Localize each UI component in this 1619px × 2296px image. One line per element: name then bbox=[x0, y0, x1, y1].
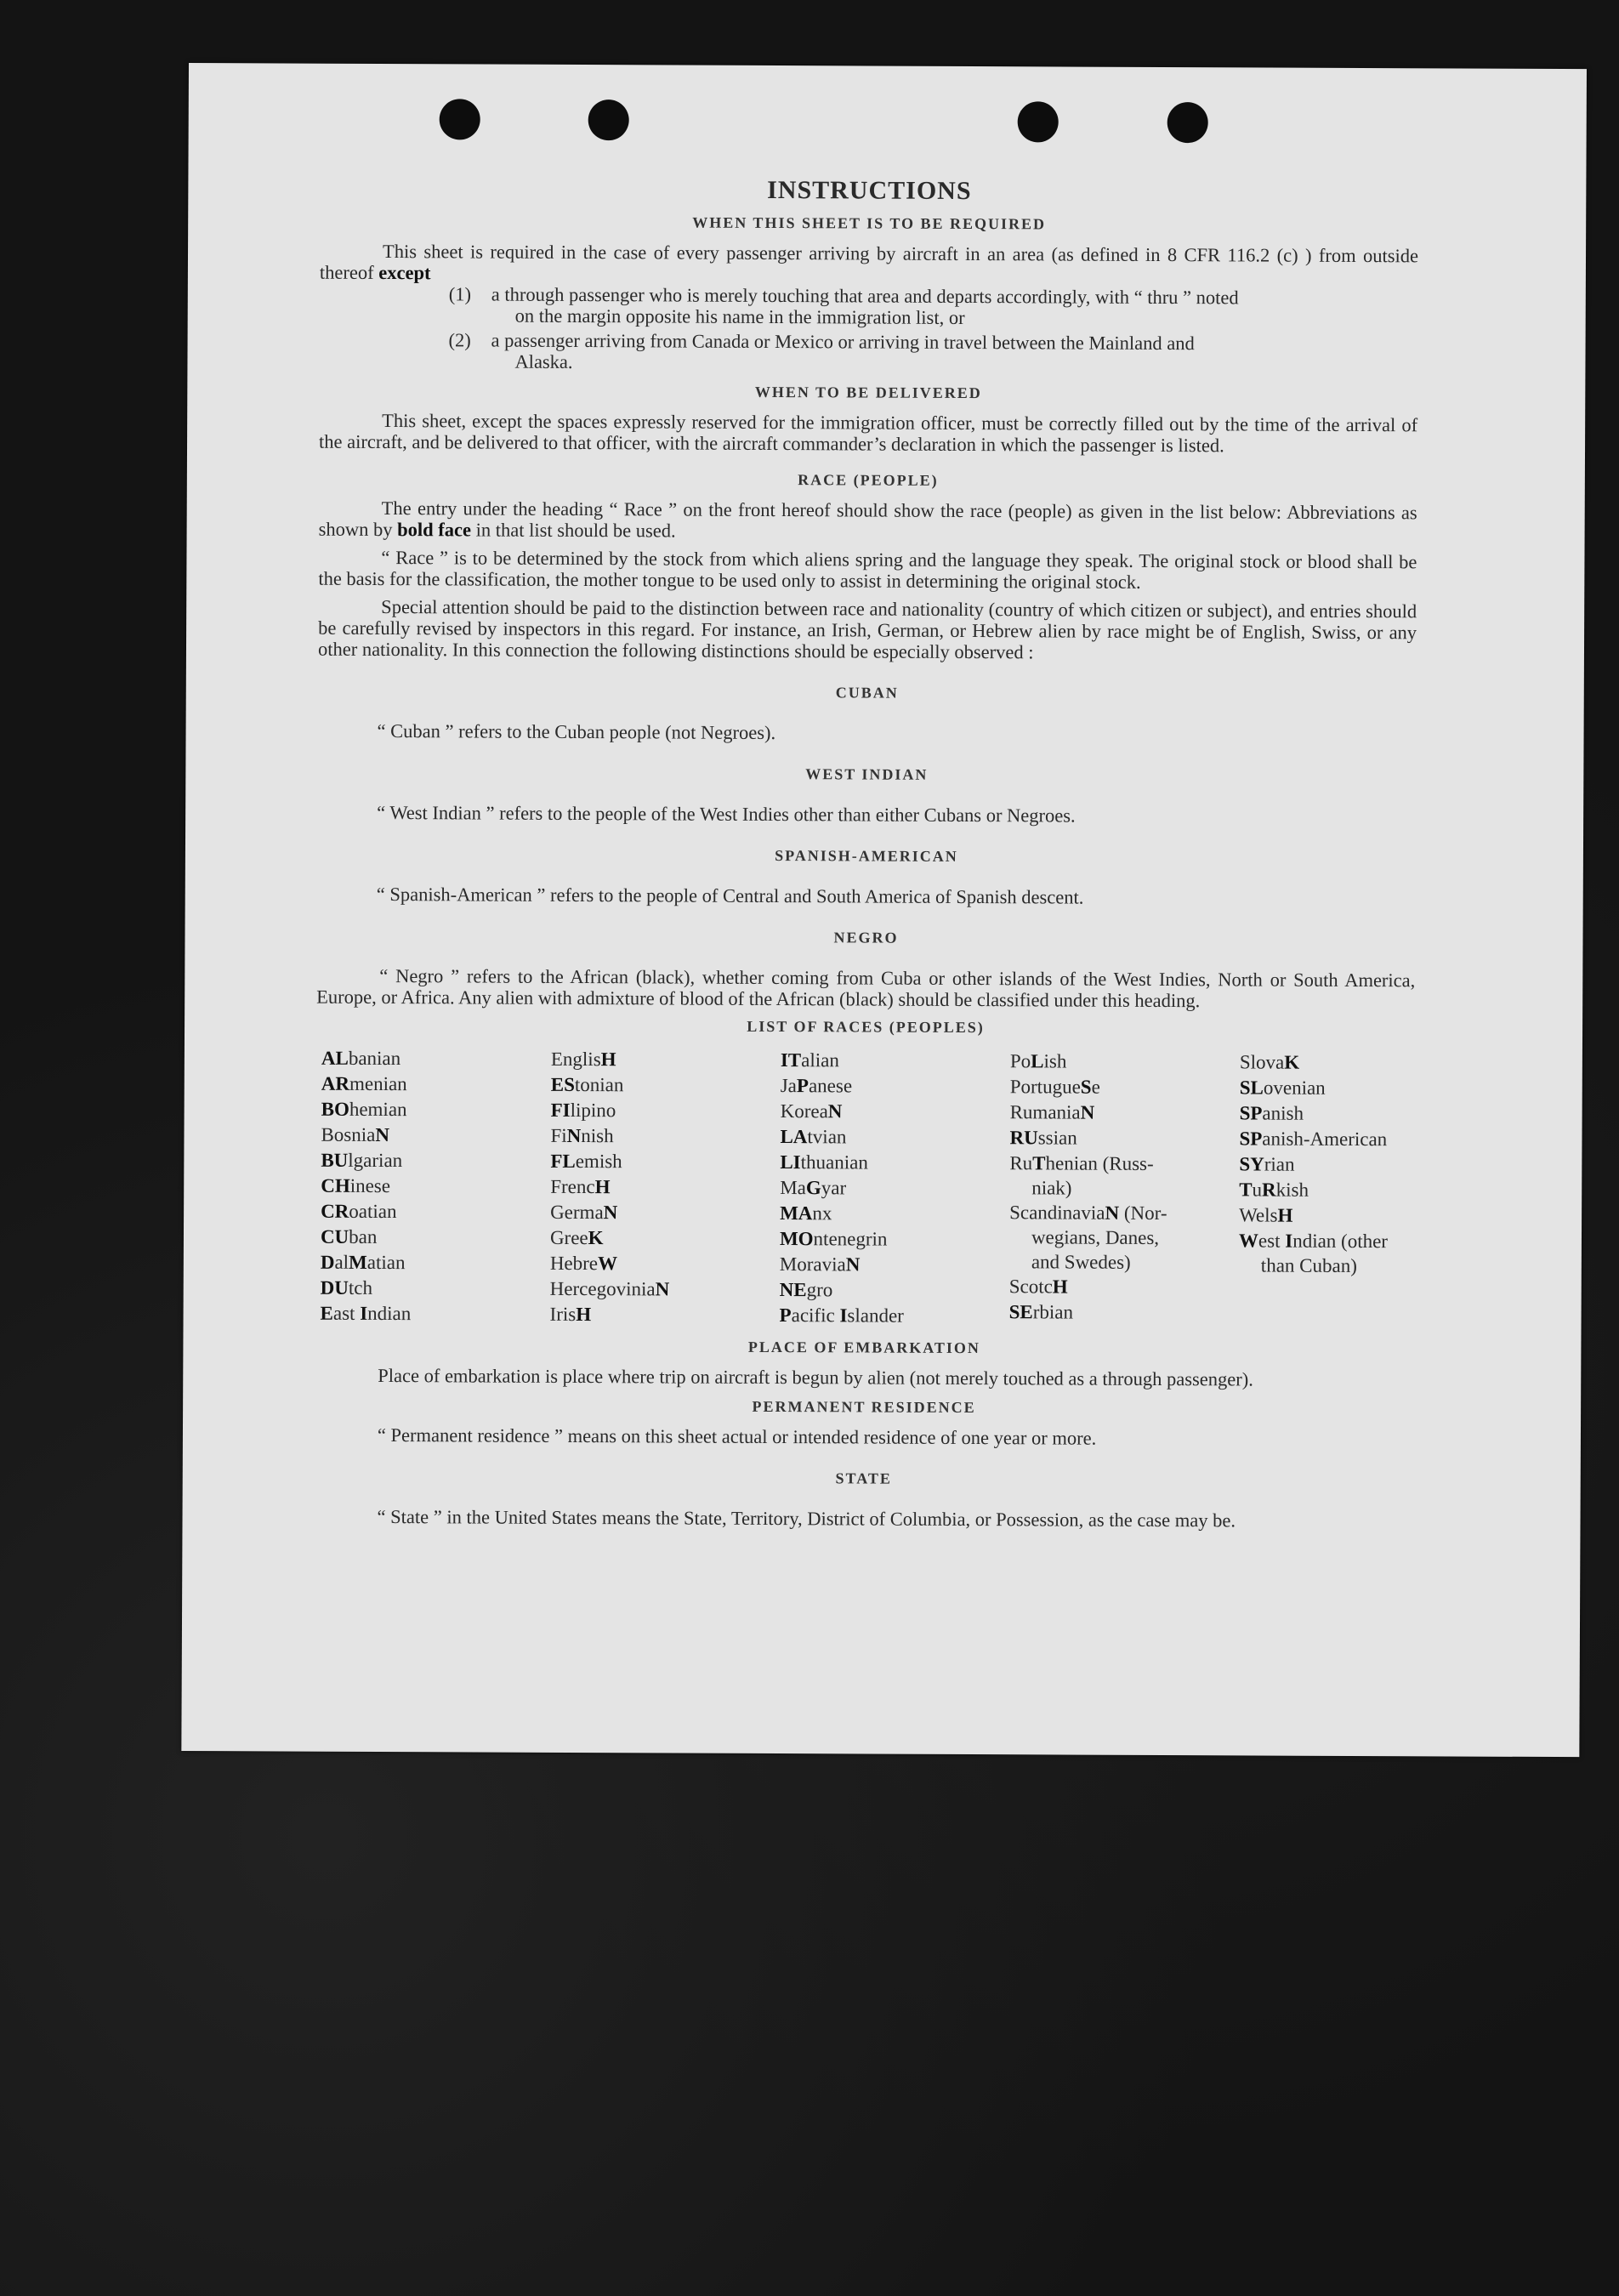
race-entry: ScandinaviaN (Nor- wegians, Danes, and Swedes) bbox=[1009, 1202, 1167, 1273]
race-entry: West Indian (other than Cuban) bbox=[1238, 1230, 1389, 1277]
heading-state: STATE bbox=[835, 1469, 892, 1487]
race-entry: RUssian bbox=[1009, 1127, 1077, 1149]
embarkation-text: Place of embarkation is place where trip on aircraft is begun by alien (not merely touched as a through passenger). bbox=[378, 1364, 1253, 1390]
race-entry: FIlipino bbox=[550, 1099, 616, 1122]
race-entry: FrencH bbox=[550, 1175, 611, 1198]
race-entry: EStonian bbox=[550, 1073, 624, 1096]
race-entry: ARmenian bbox=[321, 1072, 407, 1095]
punch-hole-3 bbox=[1018, 101, 1059, 142]
race-entry: SErbian bbox=[1008, 1301, 1074, 1323]
race-entry: FLemish bbox=[550, 1150, 622, 1173]
race-entry: CHinese bbox=[321, 1174, 391, 1197]
race-entry: SPanish bbox=[1239, 1102, 1304, 1124]
spanish-american-text: “ Spanish-American ” refers to the people of Central and South America of Spanish descent. bbox=[376, 883, 1084, 908]
heading-race: RACE (PEOPLE) bbox=[798, 471, 939, 489]
race-entry: EnglisH bbox=[550, 1048, 616, 1071]
exception-1: (1) a through passenger who is merely touching that area and departs accordingly, with “ thru ” noted on the margin opposite his name in the immigration list, or bbox=[448, 283, 1239, 328]
race-entry: RuThenian (Russ- niak) bbox=[1009, 1152, 1154, 1199]
race-entry: HercegoviniaN bbox=[549, 1277, 670, 1300]
heading-residence: PERMANENT RESIDENCE bbox=[752, 1397, 976, 1417]
races-column-1 bbox=[321, 1046, 551, 1327]
heading-list-of-races: LIST OF RACES (PEOPLES) bbox=[747, 1017, 985, 1037]
race-entry: BUlgarian bbox=[321, 1149, 403, 1172]
heading-cuban: CUBAN bbox=[835, 684, 899, 702]
punch-hole-1 bbox=[440, 99, 480, 139]
race-entry: MaGyar bbox=[780, 1177, 847, 1199]
race-entry: ITalian bbox=[780, 1049, 839, 1071]
race-entry: MOntenegrin bbox=[779, 1228, 888, 1250]
race-entry: RumaniaN bbox=[1009, 1101, 1095, 1123]
race-paragraph-2: “ Race ” is to be determined by the stock from which aliens spring and the language they speak. The original stock or blood shall be the basis for the classification, the mother tongue to be used only to assist in determining the original stock. bbox=[318, 546, 1417, 593]
heading-embarkation: PLACE OF EMBARKATION bbox=[747, 1338, 980, 1357]
heading-negro: NEGRO bbox=[833, 929, 899, 946]
race-entry: SYrian bbox=[1239, 1153, 1295, 1175]
cuban-text: “ Cuban ” refers to the Cuban people (not Negroes). bbox=[377, 719, 776, 744]
race-paragraph-1: The entry under the heading “ Race ” on the front hereof should show the race (people) as given in the list below: Abbreviations as shown by bold face in that list should be used. bbox=[318, 497, 1417, 542]
races-list bbox=[321, 1046, 1415, 1332]
when-delivered-text: This sheet, except the spaces expressly reserved for the immigration officer, must be correctly filled out by the time of the arrival of the aircraft, and be delivered to that officer, with the aircraft commander’s declaration in which the passenger is listed. bbox=[319, 409, 1418, 457]
race-entry: NEgro bbox=[779, 1279, 833, 1301]
race-entry: WelsH bbox=[1239, 1204, 1293, 1226]
race-entry: MoraviaN bbox=[779, 1253, 861, 1276]
heading-when-delivered: WHEN TO BE DELIVERED bbox=[754, 383, 982, 402]
races-column-5 bbox=[1239, 1049, 1427, 1331]
exception-2: (2) a passenger arriving from Canada or Mexico or arriving in travel between the Mainland and Alaska. bbox=[448, 329, 1195, 372]
race-entry: MAnx bbox=[780, 1202, 832, 1225]
race-entry: LAtvian bbox=[780, 1126, 847, 1148]
race-entry: HebreW bbox=[549, 1252, 618, 1275]
race-entry: DalMatian bbox=[320, 1251, 406, 1274]
negro-text: “ Negro ” refers to the African (black), whether coming from Cuba or other islands of the West Indies, North or South America, Europe, or Africa. Any alien with admixture of blood of the African (black) should be classified under this heading. bbox=[316, 964, 1416, 1012]
race-entry: ScotcH bbox=[1008, 1276, 1068, 1298]
race-entry: ALbanian bbox=[321, 1047, 401, 1070]
races-column-3 bbox=[780, 1048, 1010, 1329]
race-entry: SlovaK bbox=[1239, 1051, 1300, 1073]
race-entry: DUtch bbox=[320, 1276, 373, 1299]
residence-text: “ Permanent residence ” means on this sheet actual or intended residence of one year or more. bbox=[377, 1424, 1097, 1449]
races-column-2 bbox=[550, 1047, 781, 1328]
sheet-content bbox=[314, 175, 1419, 1532]
state-text: “ State ” in the United States means the State, Territory, District of Columbia, or Possession, as the case may be. bbox=[377, 1505, 1236, 1532]
punch-hole-4 bbox=[1167, 102, 1208, 143]
race-entry: BOhemian bbox=[321, 1098, 407, 1121]
heading-west-indian: WEST INDIAN bbox=[805, 765, 929, 783]
race-entry: CUban bbox=[320, 1225, 378, 1247]
west-indian-text: “ West Indian ” refers to the people of the West Indies other than either Cubans or Negroes. bbox=[377, 801, 1076, 827]
race-entry: East Indian bbox=[320, 1302, 412, 1325]
races-column-4 bbox=[1009, 1049, 1240, 1330]
race-entry: JaPanese bbox=[780, 1075, 853, 1097]
race-entry: SPanish-American bbox=[1239, 1128, 1388, 1151]
punch-hole-2 bbox=[588, 99, 629, 140]
heading-when-required: WHEN THIS SHEET IS TO BE REQUIRED bbox=[692, 213, 1047, 233]
race-entry: LIthuanian bbox=[780, 1151, 868, 1174]
page-title: INSTRUCTIONS bbox=[767, 175, 972, 206]
race-paragraph-3: Special attention should be paid to the distinction between race and nationality (country of which citizen or subject), and entries should be carefully revised by inspectors in this regard. For instance, an Irish, German, or Hebrew alien by race might be of English, Swiss, or any other nationality. In this connection the following distinctions should be especially observed : bbox=[317, 595, 1417, 663]
race-entry: BosniaN bbox=[321, 1123, 390, 1146]
race-entry: FiNnish bbox=[550, 1124, 614, 1147]
when-required-text: This sheet is required in the case of every passenger arriving by aircraft in an area (as defined in 8 CFR 116.2 (c) ) from outside thereof except bbox=[319, 240, 1419, 284]
race-entry: SLovenian bbox=[1239, 1077, 1326, 1099]
race-entry: PoLish bbox=[1009, 1050, 1067, 1072]
race-entry: Pacific Islander bbox=[779, 1304, 904, 1327]
instruction-sheet bbox=[181, 63, 1587, 1757]
race-entry: TuRkish bbox=[1239, 1179, 1309, 1201]
race-entry: KoreaN bbox=[780, 1100, 843, 1122]
race-entry: GermaN bbox=[550, 1201, 618, 1224]
race-entry: PortugueSe bbox=[1009, 1076, 1100, 1098]
race-entry: IrisH bbox=[549, 1303, 592, 1326]
race-entry: GreeK bbox=[549, 1226, 604, 1249]
race-entry: CRoatian bbox=[321, 1200, 397, 1223]
heading-spanish-american: SPANISH-AMERICAN bbox=[775, 847, 958, 865]
